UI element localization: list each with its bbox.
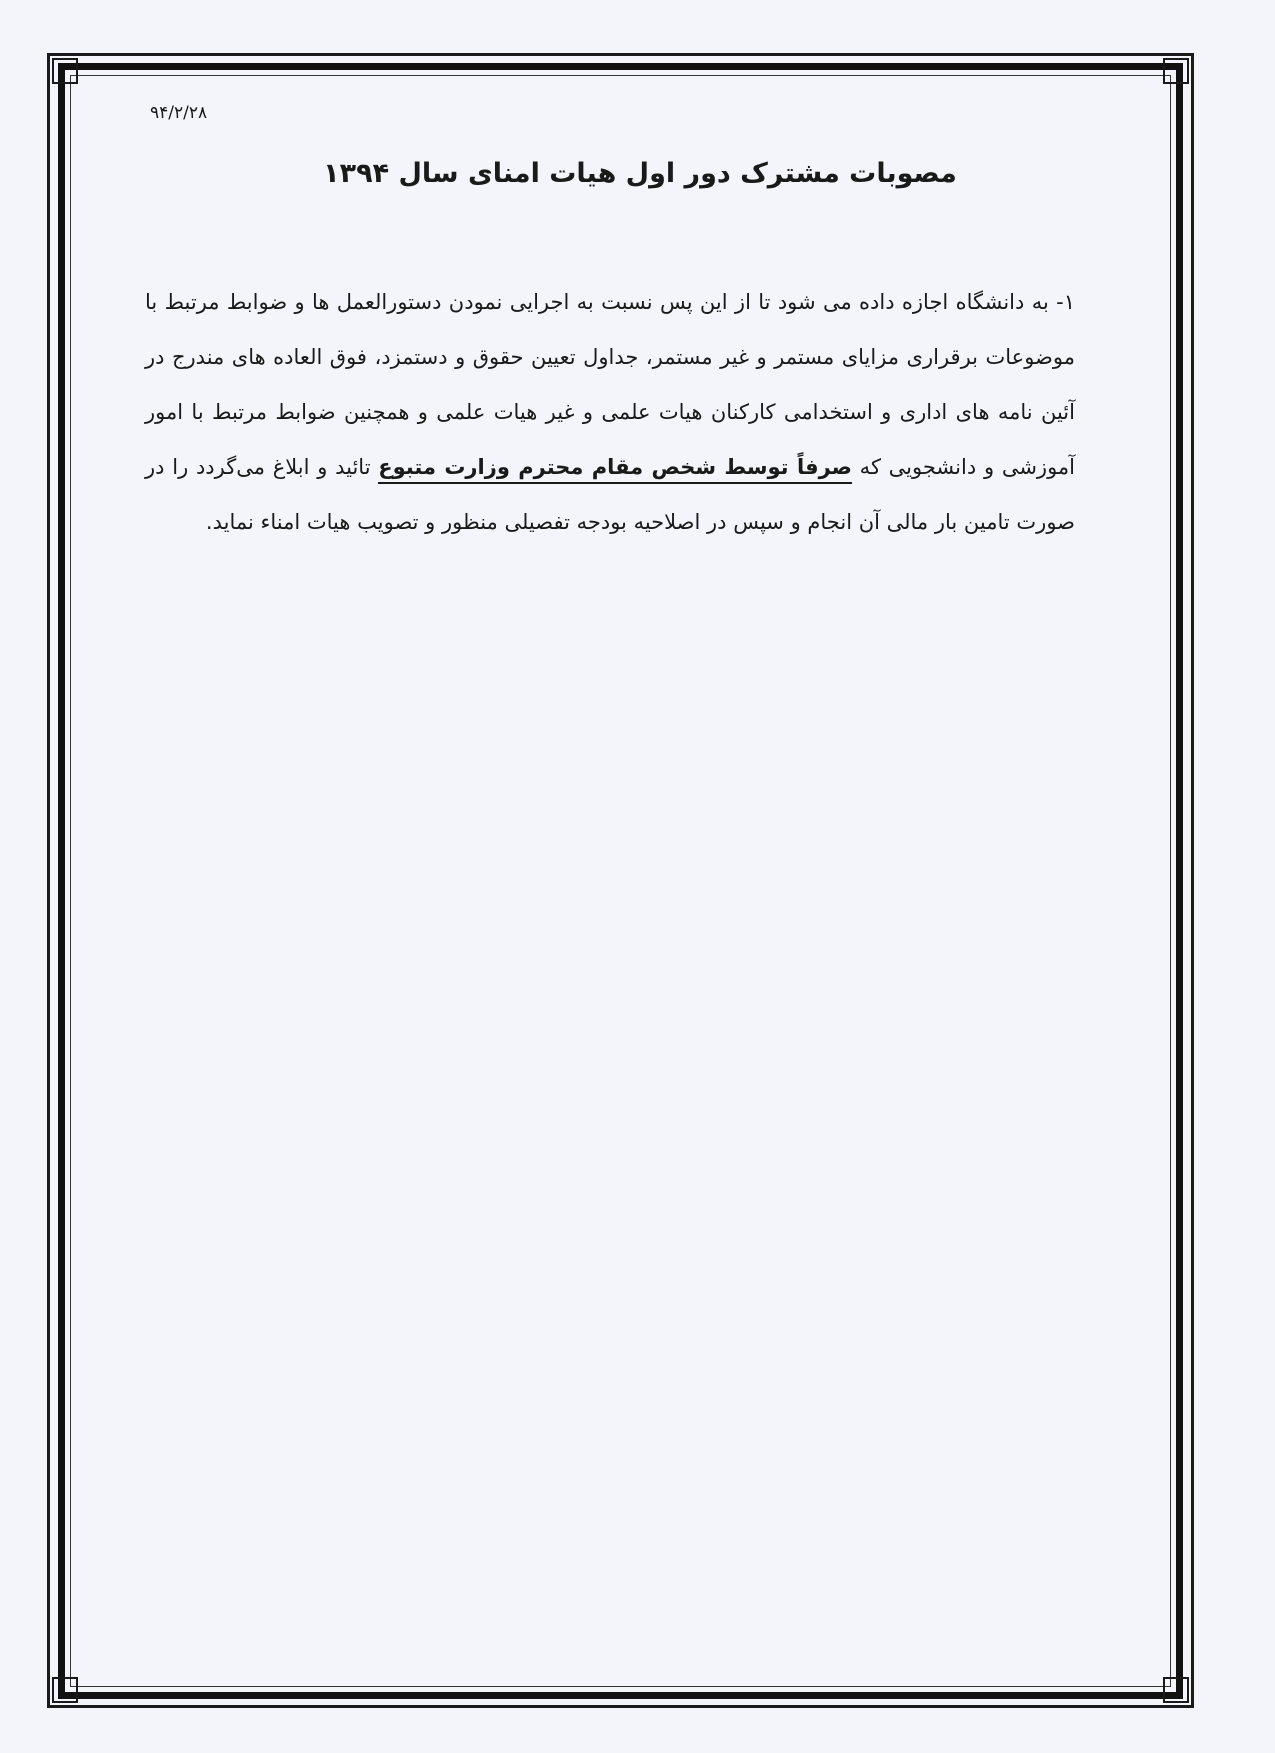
item-number: ۱- [1056,290,1075,314]
border-corner-ornament [1163,58,1189,84]
document-title: مصوبات مشترک دور اول هیات امنای سال ۱۳۹۴ [323,158,957,189]
item-text-before: به دانشگاه اجازه داده می شود تا از این پس نسبت به اجرایی نمودن دستورالعمل ها و ضوابط مرتبط با موضوعات برقراری مزایای مستمر و غیر مستمر، جداول تعیین حقوق و دستمزد، فوق العاده های مندرج در آئین نامه های اداری و استخدامی کارکنان هیات علمی و غیر هیات علمی و همچنین ضوابط مرتبط با امور آموزشی و دانشجویی که [145,290,1075,479]
item-text-after: تائید و ابلاغ می‌گردد را در صورت تامین بار مالی آن انجام و سپس در اصلاحیه بودجه تفصیلی منظور و تصویب هیات امناء نماید. [145,455,1075,534]
border-corner-ornament [1163,1677,1189,1703]
resolution-item-1 [145,275,1075,550]
item-text-underlined: صرفاً توسط شخص مقام محترم وزارت متبوع [378,455,852,484]
border-corner-ornament [52,1677,78,1703]
border-corner-ornament [52,58,78,84]
resolution-paragraph [145,275,1075,550]
document-date: ۹۴/۲/۲۸ [150,103,208,123]
